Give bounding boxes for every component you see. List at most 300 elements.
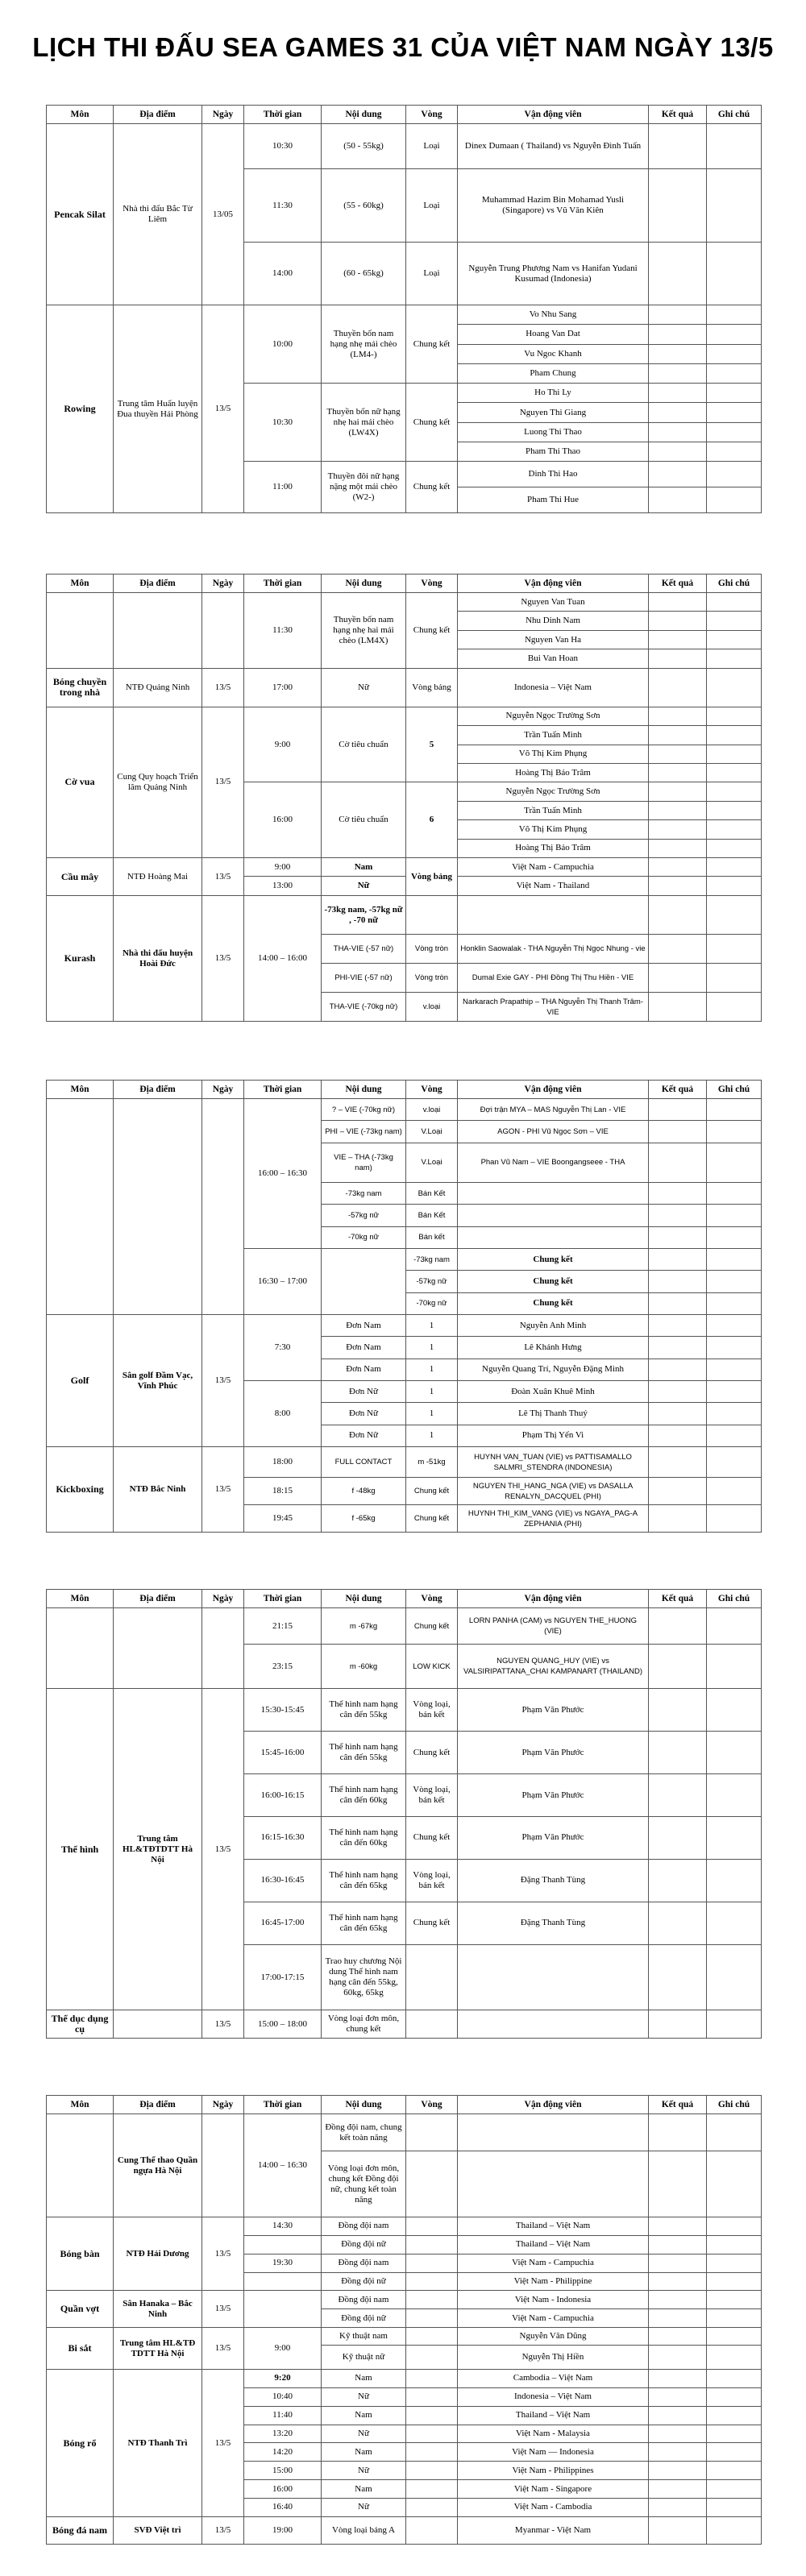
venue-cell: Cung Thể thao Quần ngựa Hà Nội xyxy=(114,2114,202,2217)
round-cell: v.loại xyxy=(406,993,458,1022)
result-cell xyxy=(649,1183,707,1205)
result-cell xyxy=(649,403,707,422)
column-header: Vòng xyxy=(406,2096,458,2114)
note-cell xyxy=(707,763,762,782)
athletes-cell: Thailand – Việt Nam xyxy=(458,2406,649,2425)
column-header: Vận động viên xyxy=(458,2096,649,2114)
athlete-cell: Hoàng Thị Bảo Trâm xyxy=(458,763,649,782)
header-row xyxy=(47,1590,762,1608)
round-cell: Bán kết xyxy=(406,1226,458,1248)
note-cell xyxy=(707,1292,762,1314)
athletes-cell: Phạm Thị Yến Vi xyxy=(458,1425,649,1446)
schedule-table-4 xyxy=(46,1589,762,2039)
column-header: Kết quả xyxy=(649,575,707,593)
athletes-cell: Nguyễn Quang Trí, Nguyễn Đặng Minh xyxy=(458,1359,649,1380)
result-cell xyxy=(649,1292,707,1314)
athlete-cell: Luong Thi Thao xyxy=(458,422,649,442)
athletes-cell: Indonesia – Việt Nam xyxy=(458,2387,649,2406)
result-cell xyxy=(649,2443,707,2462)
round-cell: -73kg nam xyxy=(406,1249,458,1271)
note-cell xyxy=(707,2010,762,2039)
round-cell: 1 xyxy=(406,1315,458,1337)
content-cell: Đồng đội nữ xyxy=(322,2272,406,2291)
content-cell: Cờ tiêu chuẩn xyxy=(322,707,406,782)
sport-cell: Golf xyxy=(47,1315,114,1447)
athletes-cell xyxy=(458,2114,649,2151)
time-cell: 16:00 – 16:30 xyxy=(244,1099,322,1249)
column-header: Thời gian xyxy=(244,106,322,124)
athlete-cell: Pham Chung xyxy=(458,363,649,383)
note-cell xyxy=(707,1817,762,1860)
result-cell xyxy=(649,1359,707,1380)
round-cell: Vòng loại, bán kết xyxy=(406,1774,458,1817)
time-cell: 15:00 – 18:00 xyxy=(244,2010,322,2039)
athletes-cell: NGUYEN QUANG_HUY (VIE) vs VALSIRIPATTANA_CHAI KAMPANART (THAILAND) xyxy=(458,1645,649,1689)
venue-cell: Trung tâm HL&TĐTDTT Hà Nội xyxy=(114,1689,202,2010)
column-header: Vòng xyxy=(406,106,458,124)
column-header: Ghi chú xyxy=(707,1081,762,1099)
content-cell: Thể hình nam hạng cân đến 60kg xyxy=(322,1817,406,1860)
round-cell: Bán Kết xyxy=(406,1183,458,1205)
athletes-cell: Việt Nam - Campuchia xyxy=(458,2254,649,2272)
round-cell: Loại xyxy=(406,169,458,243)
content-cell: Thuyền bốn nam hạng nhẹ hai mái chèo (LM4X) xyxy=(322,593,406,669)
round-cell: 1 xyxy=(406,1425,458,1446)
note-cell xyxy=(707,2291,762,2309)
athlete-cell: Võ Thị Kim Phụng xyxy=(458,820,649,839)
round-cell: V.Loại xyxy=(406,1121,458,1143)
result-cell xyxy=(649,935,707,964)
sport-cell: Cầu mây xyxy=(47,858,114,896)
result-cell xyxy=(649,1249,707,1271)
round-cell: Chung kết xyxy=(406,1505,458,1533)
content-cell: Kỹ thuật nam xyxy=(322,2328,406,2346)
athlete-cell: Trần Tuấn Minh xyxy=(458,801,649,819)
round-cell xyxy=(406,2309,458,2328)
time-cell: 14:00 xyxy=(244,243,322,305)
athletes-cell: Nguyễn Thị Hiền xyxy=(458,2346,649,2370)
column-header: Nội dung xyxy=(322,1081,406,1099)
content-cell: FULL CONTACT xyxy=(322,1447,406,1478)
result-cell xyxy=(649,2425,707,2443)
column-header: Ghi chú xyxy=(707,106,762,124)
note-cell xyxy=(707,344,762,363)
content-cell: (55 - 60kg) xyxy=(322,169,406,243)
note-cell xyxy=(707,2480,762,2499)
athletes-cell: Việt Nam - Cambodia xyxy=(458,2498,649,2516)
athlete-cell: Hoang Van Dat xyxy=(458,325,649,344)
athlete-cell: Nguyễn Ngọc Trường Sơn xyxy=(458,707,649,725)
athletes-cell xyxy=(458,1944,649,2010)
result-cell xyxy=(649,964,707,993)
athletes-cell xyxy=(458,2151,649,2217)
time-cell: 14:00 – 16:30 xyxy=(244,2114,322,2217)
result-cell xyxy=(649,1315,707,1337)
content-cell: Đồng đội nam, chung kết toàn năng xyxy=(322,2114,406,2151)
result-cell xyxy=(649,422,707,442)
result-cell xyxy=(649,243,707,305)
result-cell xyxy=(649,1505,707,1533)
time-cell xyxy=(244,2291,322,2328)
note-cell xyxy=(707,124,762,169)
round-cell: Chung kết xyxy=(406,1902,458,1944)
venue-cell: SVĐ Việt trì xyxy=(114,2517,202,2545)
column-header: Vận động viên xyxy=(458,1590,649,1608)
sport-cell: Kurash xyxy=(47,896,114,1022)
content-cell: Thuyền đôi nữ hạng nặng một mái chèo (W2-) xyxy=(322,462,406,513)
date-cell: 13/5 xyxy=(202,305,244,513)
result-cell xyxy=(649,2370,707,2388)
note-cell xyxy=(707,745,762,763)
content-cell: Đơn Nam xyxy=(322,1315,406,1337)
result-cell xyxy=(649,1337,707,1359)
column-header: Vòng xyxy=(406,1081,458,1099)
note-cell xyxy=(707,964,762,993)
note-cell xyxy=(707,384,762,403)
athletes-cell: Phạm Văn Phước xyxy=(458,1732,649,1774)
athlete-cell: Võ Thị Kim Phụng xyxy=(458,745,649,763)
column-header: Thời gian xyxy=(244,1590,322,1608)
result-cell xyxy=(649,782,707,801)
content-cell: Nữ xyxy=(322,2387,406,2406)
athlete-cell: Nhu Dinh Nam xyxy=(458,612,649,630)
note-cell xyxy=(707,1902,762,1944)
content-cell: f -65kg xyxy=(322,1505,406,1533)
note-cell xyxy=(707,630,762,649)
schedule-table-1 xyxy=(46,105,762,513)
athletes-cell: Dumal Exie GAY - PHI Đồng Thị Thu Hiền - VIE xyxy=(458,964,649,993)
note-cell xyxy=(707,858,762,877)
result-cell xyxy=(649,2328,707,2346)
column-header: Môn xyxy=(47,1081,114,1099)
time-cell: 15:00 xyxy=(244,2462,322,2480)
result-cell xyxy=(649,1478,707,1505)
header-row xyxy=(47,575,762,593)
note-cell xyxy=(707,839,762,857)
venue-cell: Cung Quy hoạch Triển lãm Quảng Ninh xyxy=(114,707,202,857)
round-cell: m -51kg xyxy=(406,1447,458,1478)
column-header: Địa điểm xyxy=(114,1590,202,1608)
athletes-cell: Việt Nam - Campuchia xyxy=(458,858,649,877)
result-cell xyxy=(649,2480,707,2499)
result-cell xyxy=(649,487,707,513)
athletes-cell: Phạm Văn Phước xyxy=(458,1774,649,1817)
round-cell: Loại xyxy=(406,124,458,169)
sport-cell: Quần vợt xyxy=(47,2291,114,2328)
note-cell xyxy=(707,2254,762,2272)
result-cell xyxy=(649,1689,707,1732)
date-cell: 13/5 xyxy=(202,2328,244,2370)
athletes-cell: Việt Nam - Thailand xyxy=(458,877,649,896)
athletes-cell: Indonesia – Việt Nam xyxy=(458,668,649,707)
note-cell xyxy=(707,462,762,487)
athlete-cell: Pham Thi Hue xyxy=(458,487,649,513)
venue-cell: Nhà thi đấu Bắc Từ Liêm xyxy=(114,124,202,305)
result-cell xyxy=(649,649,707,668)
header-row xyxy=(47,1081,762,1099)
round-cell: Chung kết xyxy=(406,1478,458,1505)
content-cell: Nữ xyxy=(322,877,406,896)
note-cell xyxy=(707,2462,762,2480)
result-cell xyxy=(649,707,707,725)
time-cell: 9:20 xyxy=(244,2370,322,2388)
note-cell xyxy=(707,1099,762,1121)
result-cell xyxy=(649,2309,707,2328)
round-cell xyxy=(406,2114,458,2151)
result-cell xyxy=(649,2498,707,2516)
athlete-cell: Bui Van Hoan xyxy=(458,649,649,668)
sport-cell: Bóng bàn xyxy=(47,2217,114,2291)
time-cell: 19:45 xyxy=(244,1505,322,1533)
sport-cell: Rowing xyxy=(47,305,114,513)
content-cell xyxy=(322,1249,406,1315)
round-cell xyxy=(406,2272,458,2291)
column-header: Nội dung xyxy=(322,1590,406,1608)
venue-cell xyxy=(114,2010,202,2039)
content-cell: Nữ xyxy=(322,2462,406,2480)
content-cell: Đồng đội nữ xyxy=(322,2309,406,2328)
note-cell xyxy=(707,877,762,896)
round-cell: Chung kết xyxy=(406,1817,458,1860)
column-header: Kết quả xyxy=(649,2096,707,2114)
content-cell: Đơn Nữ xyxy=(322,1425,406,1446)
venue-cell: Sân golf Đầm Vạc, Vĩnh Phúc xyxy=(114,1315,202,1447)
round-cell xyxy=(406,2480,458,2499)
content-cell: Thể hình nam hạng cân đến 65kg xyxy=(322,1859,406,1902)
content-cell: VIE – THA (-73kg nam) xyxy=(322,1143,406,1183)
athletes-cell: Narkarach Prapathip – THA Nguyễn Thị Thanh Trâm-VIE xyxy=(458,993,649,1022)
date-cell: 13/5 xyxy=(202,668,244,707)
time-cell: 11:30 xyxy=(244,593,322,669)
time-cell: 9:00 xyxy=(244,858,322,877)
athletes-cell: Phạm Văn Phước xyxy=(458,1689,649,1732)
note-cell xyxy=(707,363,762,383)
result-cell xyxy=(649,1732,707,1774)
date-cell xyxy=(202,1099,244,1315)
note-cell xyxy=(707,1403,762,1425)
athletes-cell: Việt Nam - Malaysia xyxy=(458,2425,649,2443)
time-cell: 14:30 xyxy=(244,2217,322,2236)
content-cell: Thể hình nam hạng cân đến 60kg xyxy=(322,1774,406,1817)
athlete-cell: Nguyen Van Tuan xyxy=(458,593,649,612)
athletes-cell: Đặng Thanh Tùng xyxy=(458,1902,649,1944)
time-cell: 11:00 xyxy=(244,462,322,513)
venue-cell: NTĐ Thanh Trì xyxy=(114,2370,202,2517)
content-cell: (50 - 55kg) xyxy=(322,124,406,169)
result-cell xyxy=(649,1143,707,1183)
note-cell xyxy=(707,1732,762,1774)
content-cell: Đơn Nữ xyxy=(322,1380,406,1402)
content-cell: Nam xyxy=(322,2406,406,2425)
content-cell: THA-VIE (-57 nữ) xyxy=(322,935,406,964)
date-cell: 13/5 xyxy=(202,1689,244,2010)
note-cell xyxy=(707,649,762,668)
athletes-cell: Muhammad Hazim Bin Mohamad Yusli (Singapore) vs Vũ Văn Kiên xyxy=(458,169,649,243)
round-cell xyxy=(406,2443,458,2462)
note-cell xyxy=(707,801,762,819)
round-cell: Bán Kết xyxy=(406,1205,458,1226)
athletes-cell: Chung kết xyxy=(458,1271,649,1292)
round-cell xyxy=(406,2425,458,2443)
result-cell xyxy=(649,1425,707,1446)
note-cell xyxy=(707,2498,762,2516)
time-cell: 16:00 xyxy=(244,2480,322,2499)
athletes-cell: Myanmar - Việt Nam xyxy=(458,2517,649,2545)
round-cell xyxy=(406,1944,458,2010)
round-cell: Vòng loại, bán kết xyxy=(406,1859,458,1902)
round-cell: v.loại xyxy=(406,1099,458,1121)
round-cell: Chung kết xyxy=(406,1608,458,1645)
result-cell xyxy=(649,726,707,745)
result-cell xyxy=(649,1608,707,1645)
header-row xyxy=(47,2096,762,2114)
note-cell xyxy=(707,2328,762,2346)
note-cell xyxy=(707,2406,762,2425)
column-header: Địa điểm xyxy=(114,575,202,593)
schedule-table-5 xyxy=(46,2095,762,2545)
round-cell: LOW KICK xyxy=(406,1645,458,1689)
note-cell xyxy=(707,1608,762,1645)
content-cell: Thể hình nam hạng cân đến 55kg xyxy=(322,1732,406,1774)
venue-cell: Sân Hanaka – Bắc Ninh xyxy=(114,2291,202,2328)
schedule-table-2 xyxy=(46,574,762,1022)
note-cell xyxy=(707,1774,762,1817)
column-header: Vòng xyxy=(406,575,458,593)
column-header: Môn xyxy=(47,575,114,593)
athletes-cell: Lê Thị Thanh Thuý xyxy=(458,1403,649,1425)
round-cell xyxy=(406,2328,458,2346)
time-cell: 9:00 xyxy=(244,2328,322,2370)
column-header: Ngày xyxy=(202,106,244,124)
time-cell: 16:00 xyxy=(244,782,322,858)
time-cell: 11:40 xyxy=(244,2406,322,2425)
athlete-cell: Nguyen Thi Giang xyxy=(458,403,649,422)
note-cell xyxy=(707,403,762,422)
note-cell xyxy=(707,896,762,935)
note-cell xyxy=(707,1271,762,1292)
athletes-cell: Nguyễn Văn Dũng xyxy=(458,2328,649,2346)
round-cell: 5 xyxy=(406,707,458,782)
column-header: Ngày xyxy=(202,2096,244,2114)
content-cell: Thể hình nam hạng cân đến 55kg xyxy=(322,1689,406,1732)
time-cell: 10:30 xyxy=(244,384,322,462)
time-cell: 16:30-16:45 xyxy=(244,1859,322,1902)
note-cell xyxy=(707,1645,762,1689)
result-cell xyxy=(649,763,707,782)
athletes-cell xyxy=(458,2010,649,2039)
result-cell xyxy=(649,612,707,630)
date-cell: 13/5 xyxy=(202,2291,244,2328)
note-cell xyxy=(707,820,762,839)
content-cell: PHI-VIE (-57 nữ) xyxy=(322,964,406,993)
athletes-cell: Chung kết xyxy=(458,1249,649,1271)
note-cell xyxy=(707,243,762,305)
result-cell xyxy=(649,462,707,487)
result-cell xyxy=(649,820,707,839)
round-cell: Chung kết xyxy=(406,305,458,384)
result-cell xyxy=(649,363,707,383)
result-cell xyxy=(649,2235,707,2254)
athletes-cell: Việt Nam — Indonesia xyxy=(458,2443,649,2462)
note-cell xyxy=(707,1249,762,1271)
time-cell: 23:15 xyxy=(244,1645,322,1689)
venue-cell: NTĐ Hoàng Mai xyxy=(114,858,202,896)
note-cell xyxy=(707,2114,762,2151)
column-header: Kết quả xyxy=(649,1590,707,1608)
sport-cell: Thể dục dụng cụ xyxy=(47,2010,114,2039)
athletes-cell: Honklin Saowalak - THA Nguyễn Thị Ngọc Nhung - vie xyxy=(458,935,649,964)
round-cell: Chung kết xyxy=(406,593,458,669)
result-cell xyxy=(649,2291,707,2309)
note-cell xyxy=(707,707,762,725)
column-header: Ghi chú xyxy=(707,575,762,593)
time-cell: 18:15 xyxy=(244,1478,322,1505)
venue-cell xyxy=(114,1608,202,1689)
date-cell: 13/5 xyxy=(202,1447,244,1533)
content-cell: Nữ xyxy=(322,668,406,707)
content-cell: m -60kg xyxy=(322,1645,406,1689)
column-header: Địa điểm xyxy=(114,1081,202,1099)
athletes-cell: Việt Nam - Indonesia xyxy=(458,2291,649,2309)
sport-cell: Thể hình xyxy=(47,1689,114,2010)
note-cell xyxy=(707,2272,762,2291)
athletes-cell: Việt Nam - Philippine xyxy=(458,2272,649,2291)
date-cell: 13/5 xyxy=(202,707,244,857)
round-cell: -70kg nữ xyxy=(406,1292,458,1314)
time-cell: 9:00 xyxy=(244,707,322,782)
result-cell xyxy=(649,344,707,363)
result-cell xyxy=(649,896,707,935)
content-cell: Vòng loại bảng A xyxy=(322,2517,406,2545)
note-cell xyxy=(707,612,762,630)
content-cell: Đồng đội nam xyxy=(322,2217,406,2236)
time-cell: 13:00 xyxy=(244,877,322,896)
athlete-cell: Nguyen Van Ha xyxy=(458,630,649,649)
content-cell: Đồng đội nữ xyxy=(322,2235,406,2254)
round-cell xyxy=(406,2370,458,2388)
note-cell xyxy=(707,782,762,801)
note-cell xyxy=(707,487,762,513)
content-cell: Đơn Nam xyxy=(322,1359,406,1380)
content-cell: f -48kg xyxy=(322,1478,406,1505)
time-cell: 21:15 xyxy=(244,1608,322,1645)
note-cell xyxy=(707,1859,762,1902)
athlete-cell: Dinh Thi Hao xyxy=(458,462,649,487)
column-header: Môn xyxy=(47,1590,114,1608)
note-cell xyxy=(707,2517,762,2545)
result-cell xyxy=(649,858,707,877)
note-cell xyxy=(707,1337,762,1359)
athlete-cell: Nguyễn Ngọc Trường Sơn xyxy=(458,782,649,801)
time-cell xyxy=(244,2235,322,2254)
venue-cell xyxy=(114,593,202,669)
column-header: Địa điểm xyxy=(114,106,202,124)
note-cell xyxy=(707,1944,762,2010)
note-cell xyxy=(707,993,762,1022)
time-cell xyxy=(244,2272,322,2291)
time-cell: 7:30 xyxy=(244,1315,322,1381)
time-cell: 16:40 xyxy=(244,2498,322,2516)
note-cell xyxy=(707,1359,762,1380)
result-cell xyxy=(649,745,707,763)
column-header: Nội dung xyxy=(322,575,406,593)
venue-cell xyxy=(114,1099,202,1315)
note-cell xyxy=(707,2425,762,2443)
sport-cell: Bi sắt xyxy=(47,2328,114,2370)
note-cell xyxy=(707,169,762,243)
time-cell: 15:45-16:00 xyxy=(244,1732,322,1774)
round-cell xyxy=(406,2235,458,2254)
